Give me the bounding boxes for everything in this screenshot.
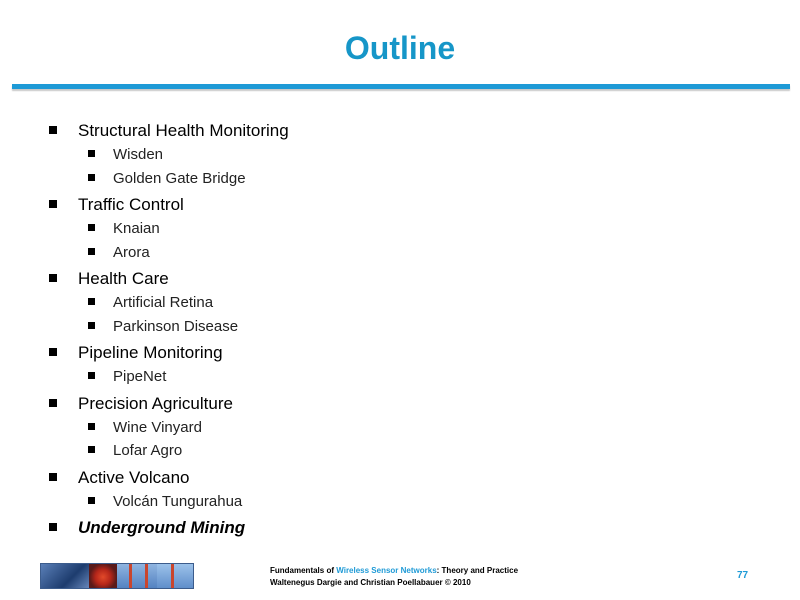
footer-line-1 [270, 565, 518, 577]
outline-item-label: Traffic Control [78, 195, 184, 214]
outline-subitem-label: PipeNet [113, 368, 167, 385]
bullet-square-icon [88, 174, 95, 181]
footer-book-subtitle: : Theory and Practice [436, 566, 519, 575]
footer-line-2: Waltenegus Dargie and Christian Poellabauer © 2010 [270, 578, 471, 587]
footer-book-prefix: Fundamentals of [270, 566, 337, 575]
outline-subitem-label: Golden Gate Bridge [113, 170, 246, 187]
bullet-square-icon [49, 523, 57, 531]
bullet-square-icon [49, 399, 57, 407]
outline-subitem-label: Wisden [113, 146, 164, 163]
bullet-square-icon [49, 348, 57, 356]
bullet-square-icon [88, 248, 95, 255]
bullet-square-icon [88, 298, 95, 305]
outline-subitem-label: Lofar Agro [113, 442, 183, 459]
bullet-square-icon [88, 372, 95, 379]
footer-citation [270, 565, 518, 589]
bullet-square-icon [49, 126, 57, 134]
footer-book-title: Wireless Sensor Networks [336, 566, 437, 575]
outline-item-label: Pipeline Monitoring [78, 343, 223, 362]
outline-subitem-label: Artificial Retina [113, 294, 214, 311]
bullet-square-icon [49, 473, 57, 481]
bullet-square-icon [49, 274, 57, 282]
outline-item-label: Active Volcano [78, 468, 190, 487]
outline-subitem-label: Knaian [113, 220, 160, 237]
outline-item-label: Precision Agriculture [78, 394, 233, 413]
bullet-square-icon [88, 150, 95, 157]
outline-subitem-label: Volcán Tungurahua [113, 493, 243, 510]
outline-item-label: Health Care [78, 269, 169, 288]
outline-item-label: Underground Mining [78, 518, 246, 537]
outline-item-label: Structural Health Monitoring [78, 121, 289, 140]
bullet-square-icon [88, 322, 95, 329]
slide-title: Outline [344, 30, 456, 66]
bullet-square-icon [88, 497, 95, 504]
outline-subitem-label: Parkinson Disease [113, 318, 239, 335]
bullet-square-icon [88, 224, 95, 231]
footer-banner-image [40, 563, 194, 589]
outline-subitem-label: Wine Vinyard [113, 419, 202, 436]
page-number: 77 [737, 570, 749, 581]
bullet-square-icon [88, 446, 95, 453]
bullet-square-icon [88, 423, 95, 430]
bullet-square-icon [49, 200, 57, 208]
outline-subitem-label: Arora [113, 244, 150, 261]
